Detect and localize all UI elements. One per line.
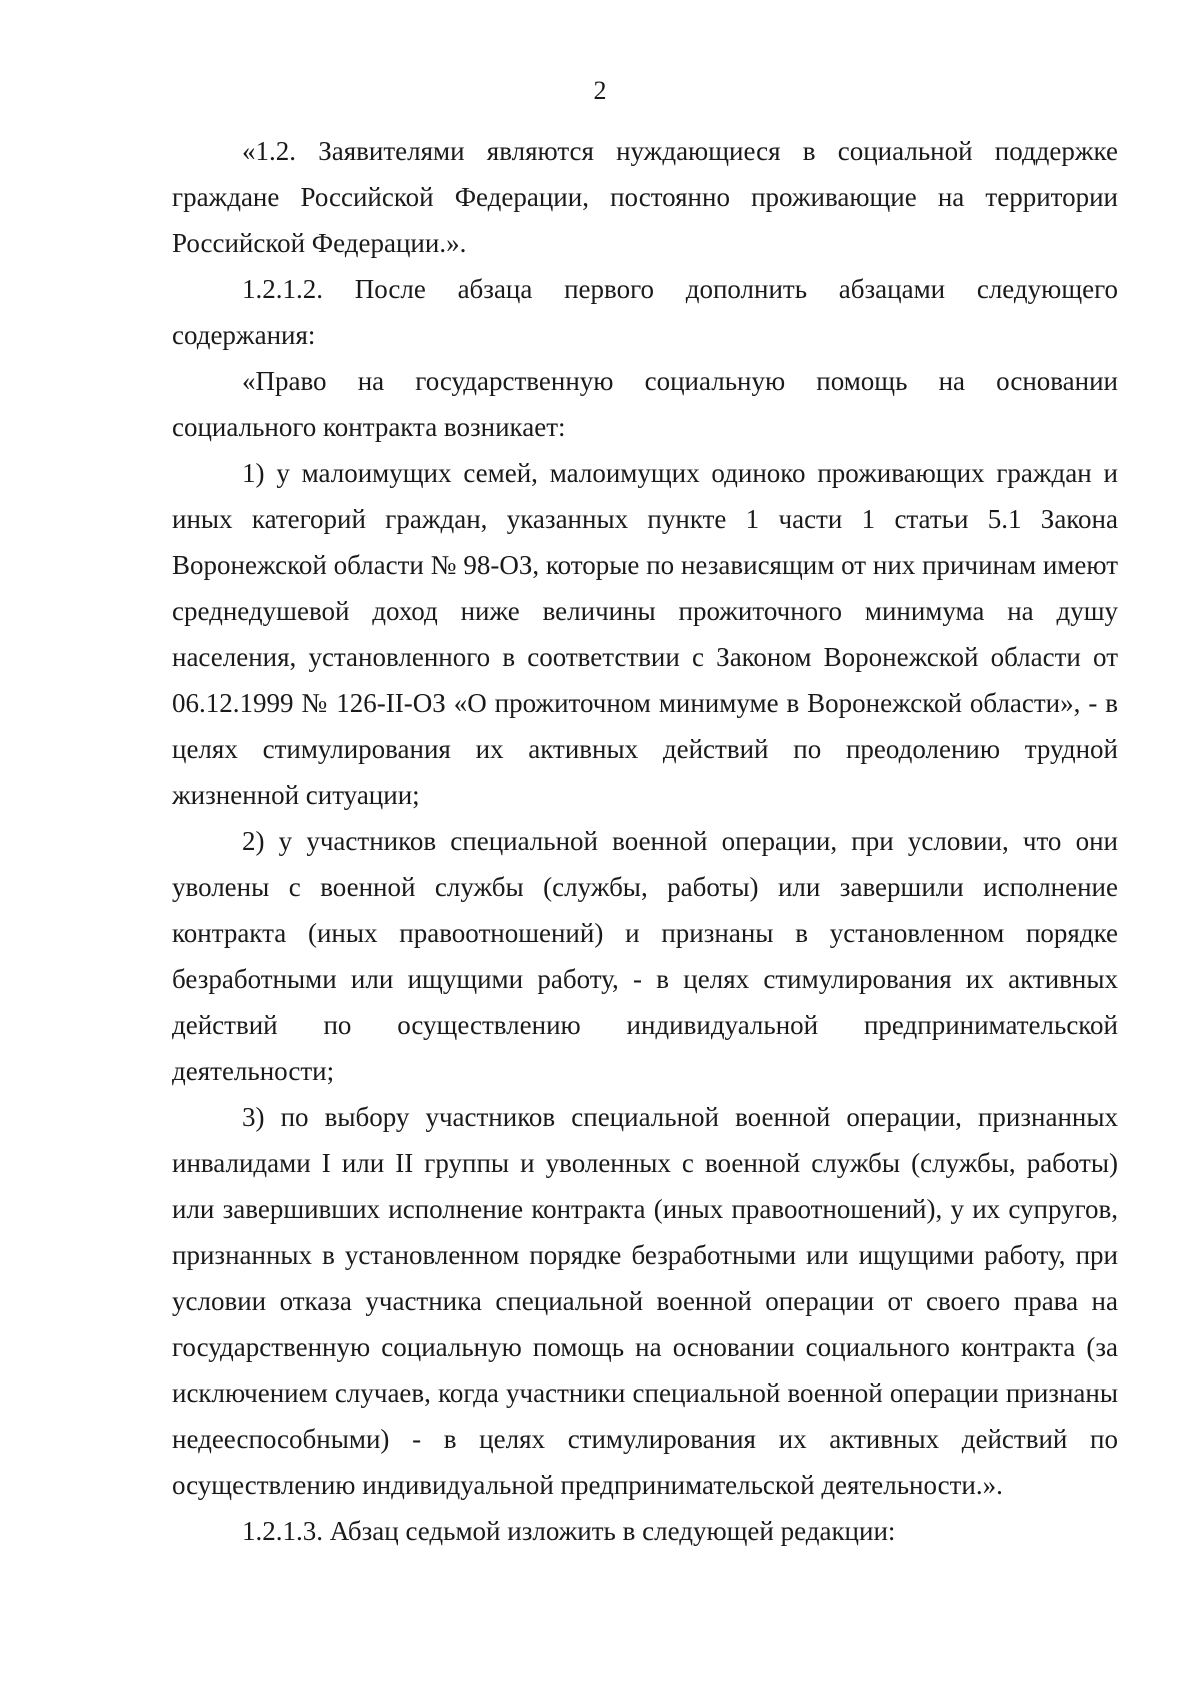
document-body: [172, 128, 1118, 1554]
paragraph-1-2-applicants: «1.2. Заявителями являются нуждающиеся в социальной поддержке граждане Российской Федерации, постоянно проживающие на территории Российской Федерации.».: [172, 136, 1118, 258]
paragraph-right-to-assistance: «Право на государственную социальную помощь на основании социального контракта возникает:: [172, 366, 1118, 442]
paragraph-1-2-1-3-amendment: 1.2.1.3. Абзац седьмой изложить в следующей редакции:: [242, 1516, 896, 1546]
list-item-1-low-income: 1) у малоимущих семей, малоимущих одиноко проживающих граждан и иных категорий граждан, указанных пункте 1 части 1 статьи 5.1 Закона Воронежской области № 98-ОЗ, которые по независящим от них причинам имеют среднедушевой доход ниже величины прожиточного минимума на душу населения, установленного в соответствии с Законом Воронежской области от 06.12.1999 № 126-II-ОЗ «О прожиточном минимуме в Воронежской области», - в целях стимулирования их активных действий по преодолению трудной жизненной ситуации;: [172, 458, 1118, 810]
list-item-3-svo-spouses: 3) по выбору участников специальной военной операции, признанных инвалидами I или II группы и уволенных с военной службы (службы, работы) или завершивших исполнение контракта (иных правоотношений), у их супругов, признанных в установленном порядке безработными или ищущими работу, при условии отказа участника специальной военной операции от своего права на государственную социальную помощь на основании социального контракта (за исключением случаев, когда участники специальной военной операции признаны недееспособными) - в целях стимулирования их активных действий по осуществлению индивидуальной предпринимательской деятельности.».: [172, 1102, 1118, 1500]
page-number: 2: [593, 76, 607, 105]
list-item-2-svo-participants: 2) у участников специальной военной операции, при условии, что они уволены с военной службы (службы, работы) или завершили исполнение контракта (иных правоотношений) и признаны в установленном порядке безработными или ищущими работу, - в целях стимулирования их активных действий по осуществлению индивидуальной предпринимательской деятельности;: [172, 826, 1118, 1086]
paragraph-1-2-1-2-amendment: 1.2.1.2. После абзаца первого дополнить абзацами следующего содержания:: [172, 274, 1118, 350]
